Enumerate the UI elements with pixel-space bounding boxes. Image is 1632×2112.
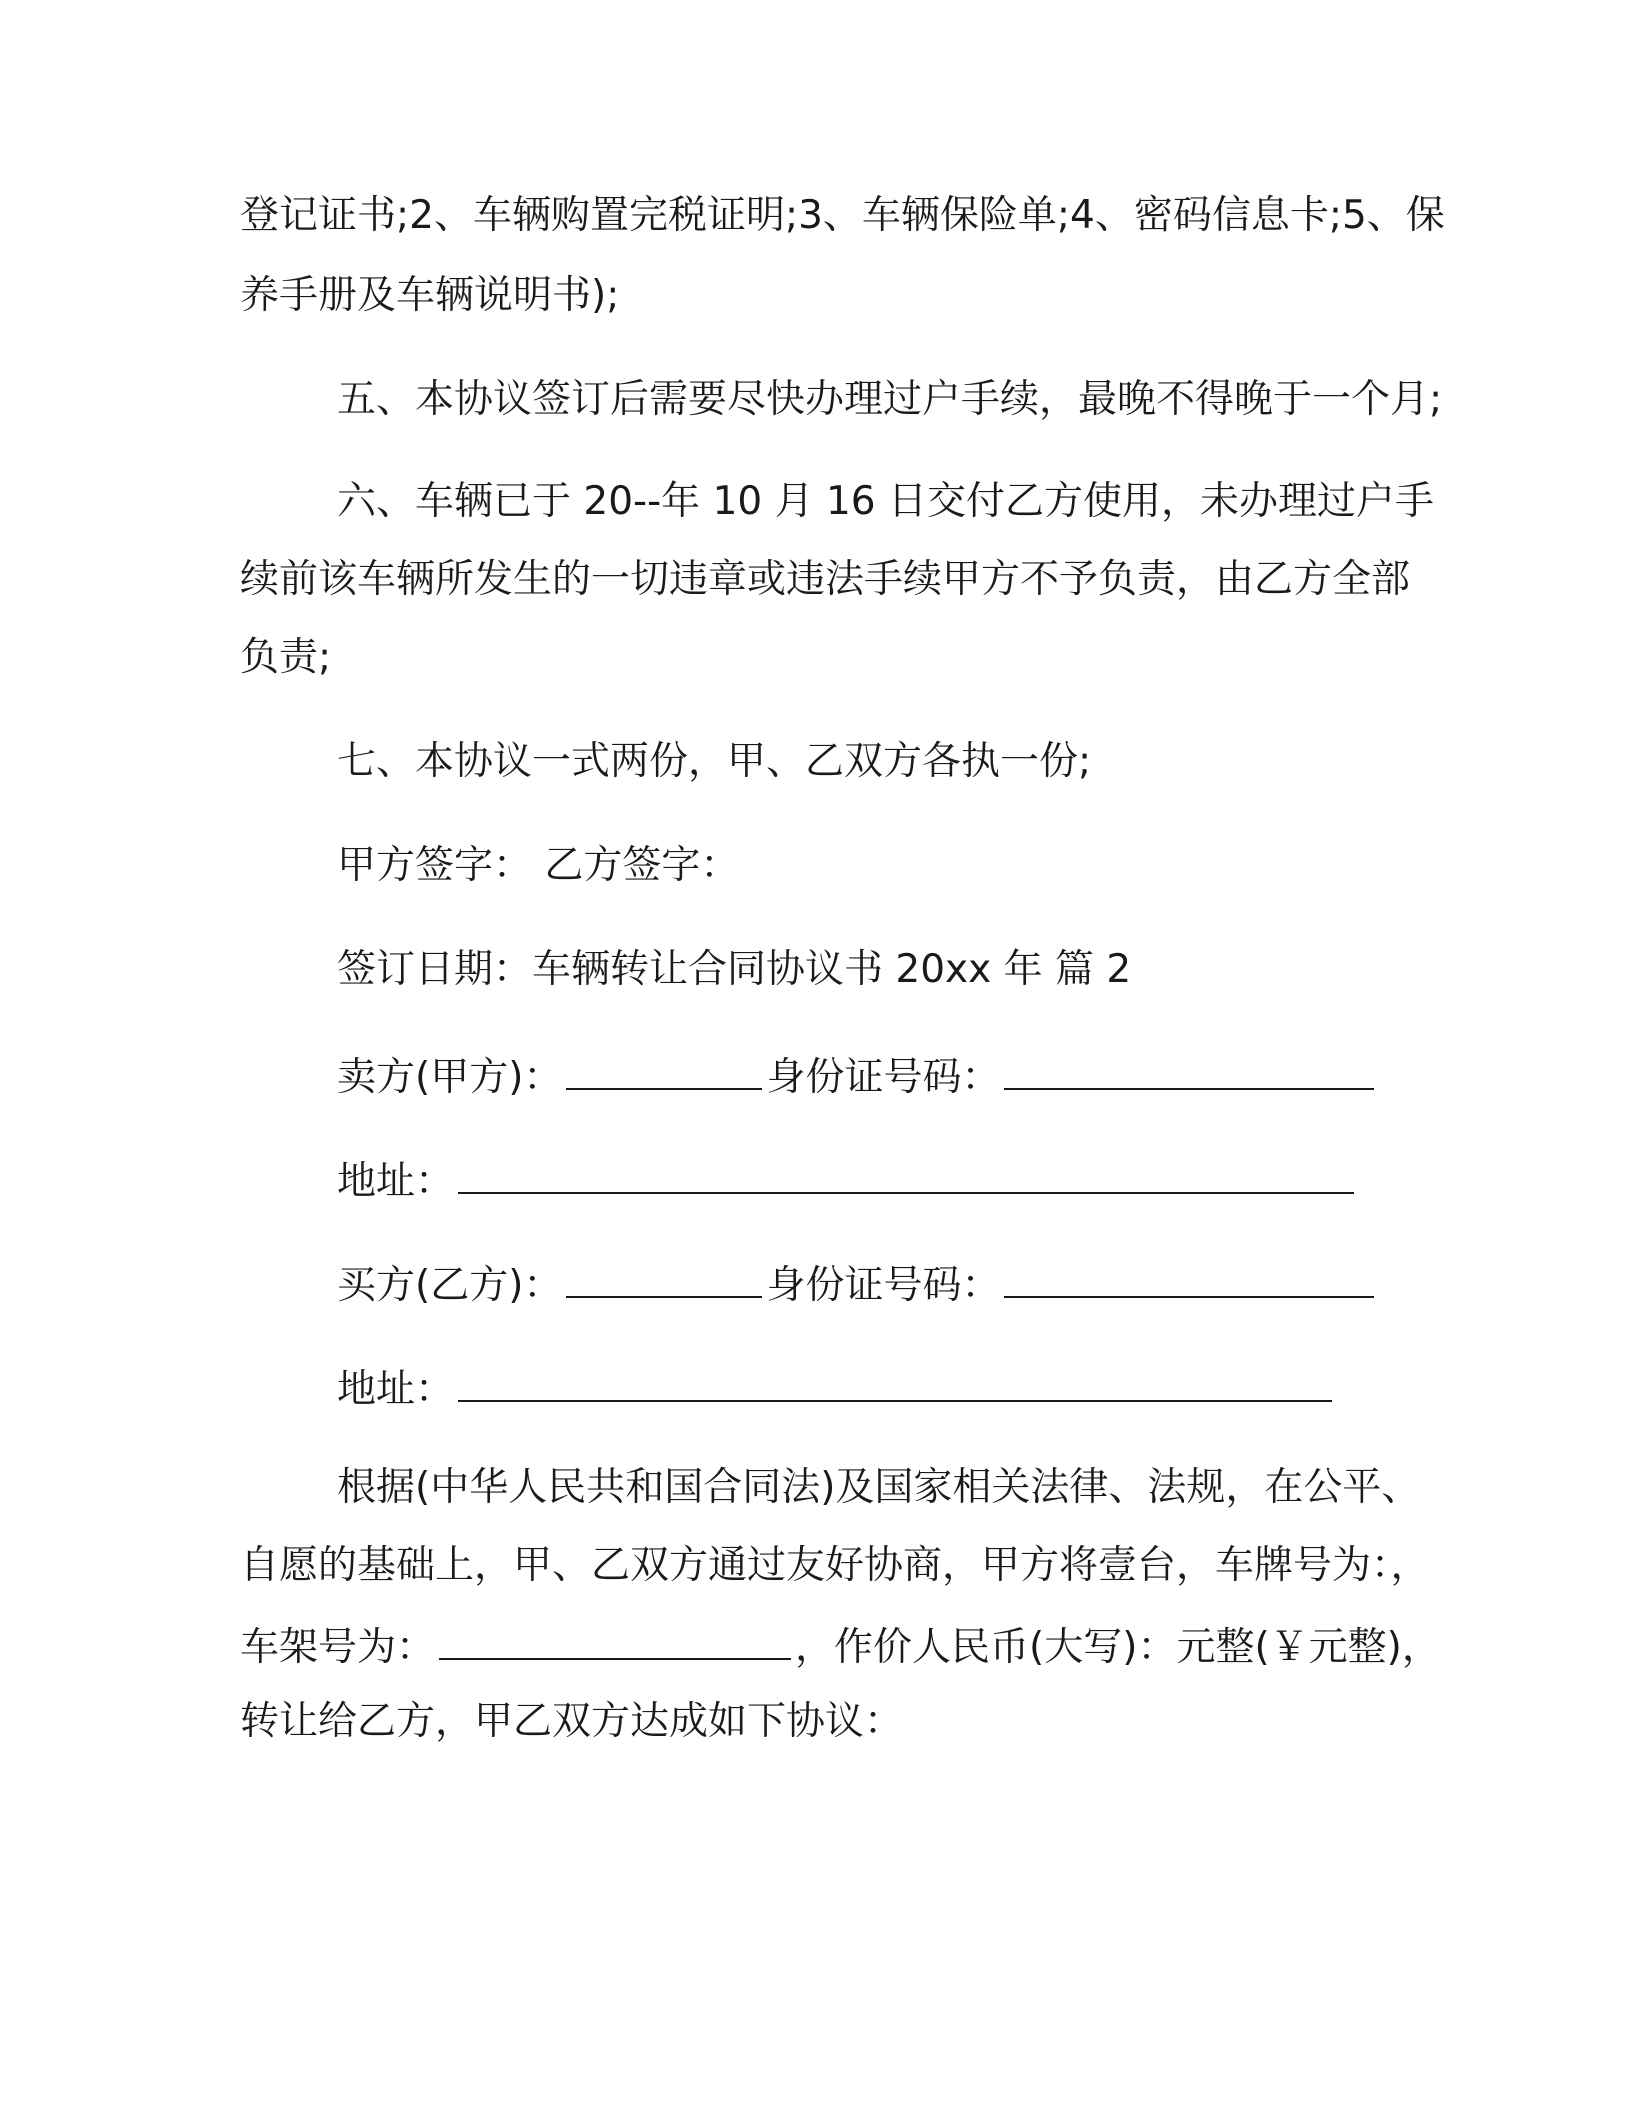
buyer-id-blank[interactable] bbox=[1004, 1262, 1374, 1298]
clause-five: 五、本协议签订后需要尽快办理过户手续，最晚不得晚于一个月; bbox=[337, 377, 1443, 422]
buyer-id-label: 身份证号码： bbox=[766, 1263, 1001, 1308]
seller-name-blank[interactable] bbox=[566, 1054, 762, 1090]
paragraph-line: 负责; bbox=[240, 635, 332, 680]
buyer-label: 买方(乙方)： bbox=[337, 1263, 563, 1308]
vin-label: 车架号为： bbox=[240, 1625, 436, 1670]
seller-id-label: 身份证号码： bbox=[766, 1055, 1001, 1100]
buyer-name-blank[interactable] bbox=[566, 1262, 762, 1298]
buyer-address-line bbox=[337, 1366, 1336, 1412]
seller-address-line bbox=[337, 1158, 1358, 1204]
buyer-address-blank[interactable] bbox=[458, 1366, 1332, 1402]
seller-line bbox=[337, 1054, 1378, 1100]
paragraph-line: 续前该车辆所发生的一切违章或违法手续甲方不予负责，由乙方全部 bbox=[240, 557, 1411, 602]
signature-line: 甲方签字： 乙方签字： bbox=[337, 843, 740, 888]
seller-label: 卖方(甲方)： bbox=[337, 1055, 563, 1100]
seller-address-blank[interactable] bbox=[458, 1158, 1354, 1194]
vin-blank[interactable] bbox=[439, 1624, 791, 1660]
body-paragraph-line: 转让给乙方，甲乙双方达成如下协议： bbox=[240, 1699, 904, 1744]
address-label: 地址： bbox=[337, 1367, 455, 1412]
paragraph-line: 养手册及车辆说明书); bbox=[240, 273, 620, 318]
clause-six: 六、车辆已于 20--年 10 月 16 日交付乙方使用，未办理过户手 bbox=[337, 479, 1435, 524]
signing-date-line: 签订日期：车辆转让合同协议书 20xx 年 篇 2 bbox=[337, 947, 1132, 992]
address-label: 地址： bbox=[337, 1159, 455, 1204]
body-paragraph-line: 自愿的基础上，甲、乙双方通过友好协商，甲方将壹台，车牌号为：， bbox=[240, 1543, 1430, 1588]
body-paragraph-line: 根据(中华人民共和国合同法)及国家相关法律、法规，在公平、 bbox=[337, 1465, 1421, 1510]
seller-id-blank[interactable] bbox=[1004, 1054, 1374, 1090]
buyer-line bbox=[337, 1262, 1378, 1308]
paragraph-line: 登记证书;2、车辆购置完税证明;3、车辆保险单;4、密码信息卡;5、保 bbox=[240, 193, 1445, 238]
vin-line bbox=[240, 1624, 1441, 1670]
clause-seven: 七、本协议一式两份，甲、乙双方各执一份; bbox=[337, 739, 1092, 784]
price-text: ，作价人民币(大写)：元整(￥元整)， bbox=[795, 1625, 1441, 1670]
